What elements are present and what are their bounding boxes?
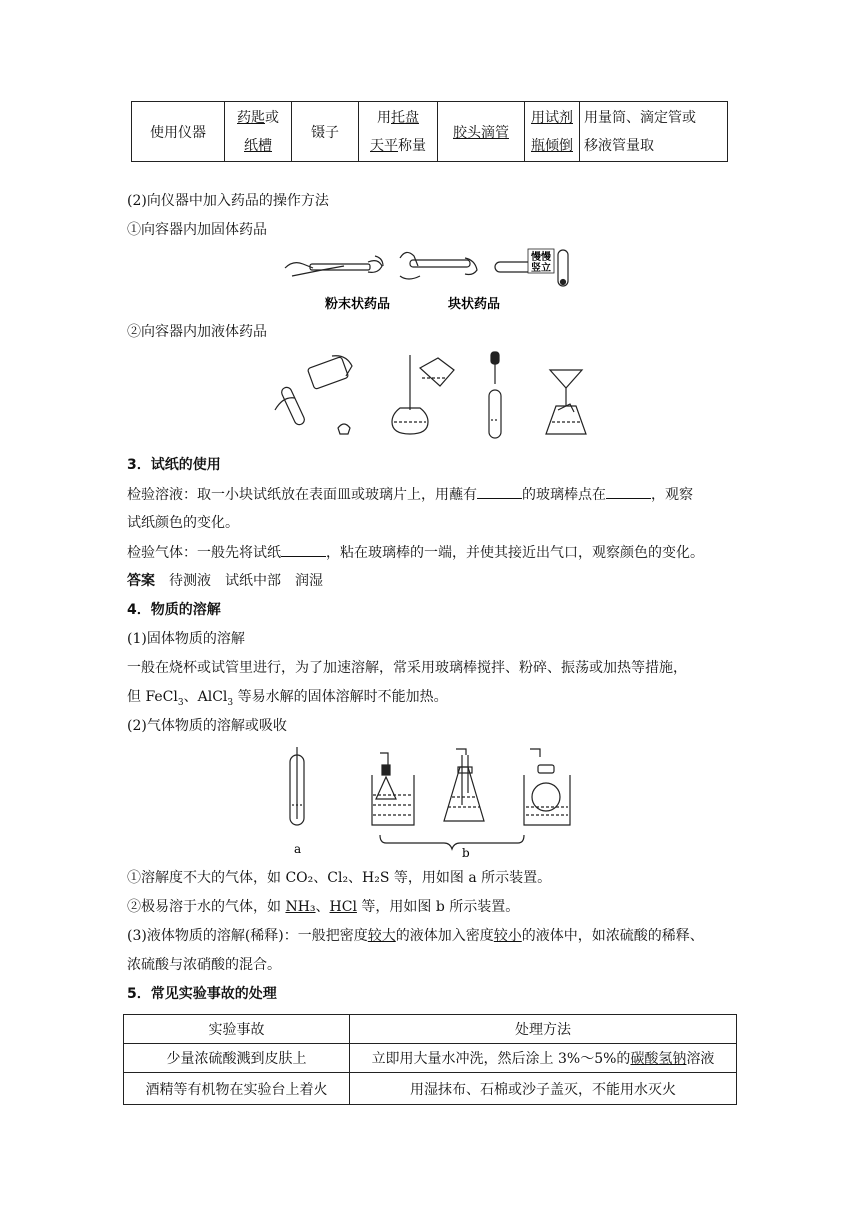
section-5-heading: 5．常见实验事故的处理 xyxy=(127,986,277,1002)
solid-dissolve-heading: (1)固体物质的溶解 xyxy=(127,631,245,647)
instrument-label-cell: 使用仪器 xyxy=(132,102,225,162)
instrument-table xyxy=(131,101,728,162)
solid-dissolve-text-2: 但 FeCl$_3$、AlCl$_3$ 等易水解的固体溶解时不能加热。 xyxy=(127,689,448,708)
accident-table xyxy=(123,1014,737,1105)
test-solution-line: 检验溶液：取一小块试纸放在表面皿或玻璃片上，用蘸有 的玻璃棒点在 ，观察 xyxy=(127,484,693,505)
tweezers-cell: 镊子 xyxy=(292,102,359,162)
upright-label: 竖立 xyxy=(531,263,551,274)
section-2-heading: (2)向仪器中加入药品的操作方法 xyxy=(127,193,329,209)
test-solution-line-2: 试纸颜色的变化。 xyxy=(127,515,239,531)
gas-item-2: ②极易溶于水的气体，如 NH₃、HCl 等，用如图 b 所示装置。 xyxy=(127,899,520,915)
dropper-cell: 胶头滴管 xyxy=(438,102,525,162)
header-accident: 实验事故 xyxy=(124,1015,350,1044)
answer-label: 答案 xyxy=(127,573,155,589)
reagent-bottle-cell: 用试剂 瓶倾倒 xyxy=(525,102,580,162)
gas-absorption-figure xyxy=(280,745,600,860)
figure-a-label: a xyxy=(294,842,302,856)
row1-accident: 少量浓硫酸溅到皮肤上 xyxy=(124,1044,350,1073)
figure-b-label: b xyxy=(462,846,470,860)
row1-method: 立即用大量水冲洗，然后涂上 3%～5%的碳酸氢钠溶液 xyxy=(350,1044,737,1073)
block-caption: 块状药品 xyxy=(448,297,501,312)
answer-text: 待测液 试纸中部 润湿 xyxy=(169,573,323,589)
section-4-heading: 4．物质的溶解 xyxy=(127,602,221,618)
gas-dissolve-heading: (2)气体物质的溶解或吸收 xyxy=(127,718,287,734)
row2-accident: 酒精等有机物在实验台上着火 xyxy=(124,1073,350,1105)
test-gas-line: 检验气体：一般先将试纸 ，粘在玻璃棒的一端，并使其接近出气口，观察颜色的变化。 xyxy=(127,542,704,563)
balance-cell: 用托盘 天平称量 xyxy=(359,102,438,162)
solid-reagent-figure xyxy=(280,248,580,318)
powder-caption: 粉末状药品 xyxy=(325,297,391,312)
row2-method: 用湿抹布、石棉或沙子盖灭，不能用水灭火 xyxy=(350,1073,737,1105)
gas-item-1: ①溶解度不大的气体，如 CO₂、Cl₂、H₂S 等，用如图 a 所示装置。 xyxy=(127,870,552,886)
liquid-reagent-heading: ②向容器内加液体药品 xyxy=(127,324,267,340)
liquid-dissolve-line-2: 浓硫酸与浓硝酸的混合。 xyxy=(127,957,281,973)
liquid-reagent-figure xyxy=(270,350,590,442)
liquid-dissolve-line-1: (3)液体物质的溶解(稀释)：一般把密度较大的液体加入密度较小的液体中，如浓硫酸的稀释、 xyxy=(127,928,704,944)
cylinder-cell: 用量筒、滴定管或 移液管量取 xyxy=(580,102,728,162)
solid-dissolve-text-1: 一般在烧杯或试管里进行，为了加速溶解，常采用玻璃棒搅拌、粉碎、振荡或加热等措施， xyxy=(127,660,687,676)
slow-label: 慢慢 xyxy=(531,252,551,263)
solid-reagent-heading: ①向容器内加固体药品 xyxy=(127,222,267,238)
answer-line xyxy=(127,571,323,591)
spoon-cell: 药匙或 纸槽 xyxy=(225,102,292,162)
header-method: 处理方法 xyxy=(350,1015,737,1044)
section-3-heading: 3．试纸的使用 xyxy=(127,457,221,473)
